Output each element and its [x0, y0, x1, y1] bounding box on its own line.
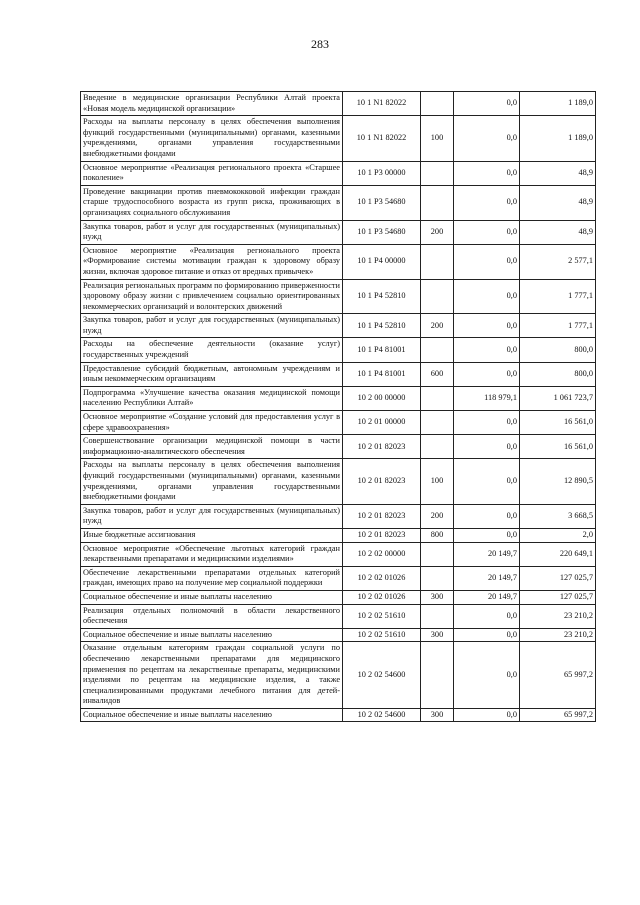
expense-type-cell: 200	[421, 314, 454, 338]
expense-type-cell: 600	[421, 362, 454, 386]
target-code-cell: 10 2 01 82023	[343, 435, 421, 459]
table-row	[81, 116, 596, 161]
amount-2-cell: 1 189,0	[520, 116, 596, 161]
expense-type-cell: 300	[421, 590, 454, 604]
amount-2-cell: 1 777,1	[520, 279, 596, 314]
amount-1-cell: 0,0	[454, 642, 520, 709]
expense-name-cell: Оказание отдельным категориям граждан социальной услуги по обеспечению лекарственными препаратами для медицинского применения по рецептам на лекарственные препараты, медицинскими изделиями по рецептам на медицинские изделия, а также специализированными продуктами лечебного питания для детей-инвалидов	[81, 642, 343, 709]
amount-1-cell: 20 149,7	[454, 566, 520, 590]
table-row	[81, 542, 596, 566]
amount-1-cell: 0,0	[454, 459, 520, 504]
target-code-cell: 10 2 02 51610	[343, 628, 421, 642]
target-code-cell: 10 2 02 54600	[343, 708, 421, 722]
table-row	[81, 314, 596, 338]
amount-1-cell: 0,0	[454, 411, 520, 435]
amount-2-cell: 16 561,0	[520, 435, 596, 459]
table-row	[81, 590, 596, 604]
target-code-cell: 10 2 02 01026	[343, 566, 421, 590]
expense-name-cell: Введение в медицинские организации Республики Алтай проекта «Новая модель медицинской организации»	[81, 92, 343, 116]
amount-2-cell: 48,9	[520, 220, 596, 244]
expense-type-cell	[421, 386, 454, 410]
amount-1-cell: 0,0	[454, 338, 520, 362]
amount-1-cell: 20 149,7	[454, 542, 520, 566]
target-code-cell: 10 2 02 54600	[343, 642, 421, 709]
expense-name-cell: Социальное обеспечение и иные выплаты населению	[81, 590, 343, 604]
amount-2-cell: 3 668,5	[520, 504, 596, 528]
amount-2-cell: 23 210,2	[520, 628, 596, 642]
amount-1-cell: 0,0	[454, 161, 520, 185]
target-code-cell: 10 1 P4 00000	[343, 244, 421, 279]
expense-type-cell	[421, 604, 454, 628]
amount-1-cell: 0,0	[454, 116, 520, 161]
amount-1-cell: 0,0	[454, 92, 520, 116]
target-code-cell: 10 2 01 82023	[343, 459, 421, 504]
table-row	[81, 338, 596, 362]
expense-type-cell	[421, 411, 454, 435]
table-row	[81, 566, 596, 590]
expense-name-cell: Основное мероприятие «Реализация регионального проекта «Старшее поколение»	[81, 161, 343, 185]
amount-2-cell: 48,9	[520, 161, 596, 185]
expense-type-cell	[421, 92, 454, 116]
page-number: 283	[311, 37, 329, 51]
target-code-cell: 10 1 P3 54680	[343, 185, 421, 220]
table-row	[81, 279, 596, 314]
amount-2-cell: 127 025,7	[520, 566, 596, 590]
expense-type-cell: 200	[421, 220, 454, 244]
amount-1-cell: 0,0	[454, 185, 520, 220]
expense-type-cell: 100	[421, 116, 454, 161]
target-code-cell: 10 1 P4 81001	[343, 338, 421, 362]
expense-name-cell: Закупка товаров, работ и услуг для государственных (муниципальных) нужд	[81, 504, 343, 528]
expense-type-cell	[421, 542, 454, 566]
expense-type-cell: 100	[421, 459, 454, 504]
expense-name-cell: Основное мероприятие «Обеспечение льготных категорий граждан лекарственными препаратами и медицинскими изделиями»	[81, 542, 343, 566]
budget-table-body	[81, 92, 596, 722]
amount-2-cell: 800,0	[520, 362, 596, 386]
table-row	[81, 435, 596, 459]
expense-name-cell: Реализация региональных программ по формированию приверженности здоровому образу жизни с привлечением социально ориентированных некоммерческих организаций и волонтерских движений	[81, 279, 343, 314]
expense-name-cell: Предоставление субсидий бюджетным, автономным учреждениям и иным некоммерческим организациям	[81, 362, 343, 386]
amount-1-cell: 0,0	[454, 314, 520, 338]
expense-name-cell: Основное мероприятие «Создание условий для предоставления услуг в сфере здравоохранения»	[81, 411, 343, 435]
amount-1-cell: 0,0	[454, 528, 520, 542]
expense-name-cell: Основное мероприятие «Реализация регионального проекта «Формирование системы мотивации граждан к здоровому образу жизни, включая здоровое питание и отказ от вредных привычек»	[81, 244, 343, 279]
table-row	[81, 642, 596, 709]
target-code-cell: 10 2 00 00000	[343, 386, 421, 410]
expense-type-cell	[421, 642, 454, 709]
amount-2-cell: 16 561,0	[520, 411, 596, 435]
amount-1-cell: 0,0	[454, 244, 520, 279]
amount-1-cell: 0,0	[454, 362, 520, 386]
amount-1-cell: 0,0	[454, 435, 520, 459]
amount-1-cell: 0,0	[454, 628, 520, 642]
target-code-cell: 10 2 01 82023	[343, 504, 421, 528]
table-row	[81, 504, 596, 528]
amount-2-cell: 2,0	[520, 528, 596, 542]
target-code-cell: 10 2 01 00000	[343, 411, 421, 435]
expense-name-cell: Закупка товаров, работ и услуг для государственных (муниципальных) нужд	[81, 314, 343, 338]
expense-name-cell: Совершенствование организации медицинской помощи в части информационно-аналитического обеспечения	[81, 435, 343, 459]
amount-1-cell: 20 149,7	[454, 590, 520, 604]
table-row	[81, 628, 596, 642]
target-code-cell: 10 2 02 51610	[343, 604, 421, 628]
target-code-cell: 10 1 P4 52810	[343, 314, 421, 338]
target-code-cell: 10 1 P4 81001	[343, 362, 421, 386]
expense-type-cell: 200	[421, 504, 454, 528]
amount-1-cell: 0,0	[454, 279, 520, 314]
expense-name-cell: Социальное обеспечение и иные выплаты населению	[81, 708, 343, 722]
table-row	[81, 411, 596, 435]
amount-2-cell: 65 997,2	[520, 708, 596, 722]
expense-name-cell: Расходы на выплаты персоналу в целях обеспечения выполнения функций государственными (муниципальными) органами, казенными учреждениями, органами управления государственными внебюджетными фондами	[81, 116, 343, 161]
table-row	[81, 604, 596, 628]
table-row	[81, 459, 596, 504]
expense-name-cell: Закупка товаров, работ и услуг для государственных (муниципальных) нужд	[81, 220, 343, 244]
expense-type-cell	[421, 185, 454, 220]
expense-name-cell: Расходы на выплаты персоналу в целях обеспечения выполнения функций государственными (муниципальными) органами, казенными учреждениями, органами управления государственными внебюджетными фондами	[81, 459, 343, 504]
amount-2-cell: 1 189,0	[520, 92, 596, 116]
amount-2-cell: 23 210,2	[520, 604, 596, 628]
amount-2-cell: 127 025,7	[520, 590, 596, 604]
expense-name-cell: Расходы на обеспечение деятельности (оказание услуг) государственных учреждений	[81, 338, 343, 362]
target-code-cell: 10 2 02 01026	[343, 590, 421, 604]
amount-2-cell: 1 777,1	[520, 314, 596, 338]
expense-type-cell	[421, 435, 454, 459]
expense-type-cell	[421, 338, 454, 362]
expense-name-cell: Проведение вакцинации против пневмококковой инфекции граждан старше трудоспособного возраста из групп риска, проживающих в организациях социального обслуживания	[81, 185, 343, 220]
table-row	[81, 244, 596, 279]
table-row	[81, 528, 596, 542]
expense-type-cell	[421, 279, 454, 314]
table-row	[81, 362, 596, 386]
table-row	[81, 92, 596, 116]
budget-table	[80, 91, 596, 722]
amount-2-cell: 12 890,5	[520, 459, 596, 504]
target-code-cell: 10 1 N1 82022	[343, 116, 421, 161]
table-row	[81, 386, 596, 410]
table-row	[81, 185, 596, 220]
amount-1-cell: 0,0	[454, 504, 520, 528]
amount-2-cell: 220 649,1	[520, 542, 596, 566]
amount-2-cell: 1 061 723,7	[520, 386, 596, 410]
table-row	[81, 708, 596, 722]
table-row	[81, 161, 596, 185]
expense-type-cell: 300	[421, 628, 454, 642]
amount-2-cell: 800,0	[520, 338, 596, 362]
expense-name-cell: Социальное обеспечение и иные выплаты населению	[81, 628, 343, 642]
expense-name-cell: Подпрограмма «Улучшение качества оказания медицинской помощи населению Республики Алтай»	[81, 386, 343, 410]
amount-1-cell: 0,0	[454, 220, 520, 244]
target-code-cell: 10 1 P3 00000	[343, 161, 421, 185]
expense-name-cell: Реализация отдельных полномочий в области лекарственного обеспечения	[81, 604, 343, 628]
expense-name-cell: Обеспечение лекарственными препаратами отдельных категорий граждан, имеющих право на получение мер социальной поддержки	[81, 566, 343, 590]
target-code-cell: 10 1 P3 54680	[343, 220, 421, 244]
amount-2-cell: 65 997,2	[520, 642, 596, 709]
amount-1-cell: 0,0	[454, 604, 520, 628]
amount-1-cell: 0,0	[454, 708, 520, 722]
amount-1-cell: 118 979,1	[454, 386, 520, 410]
expense-type-cell	[421, 161, 454, 185]
expense-type-cell	[421, 244, 454, 279]
target-code-cell: 10 2 02 00000	[343, 542, 421, 566]
amount-2-cell: 2 577,1	[520, 244, 596, 279]
expense-type-cell: 300	[421, 708, 454, 722]
expense-type-cell: 800	[421, 528, 454, 542]
target-code-cell: 10 1 P4 52810	[343, 279, 421, 314]
expense-name-cell: Иные бюджетные ассигнования	[81, 528, 343, 542]
target-code-cell: 10 2 01 82023	[343, 528, 421, 542]
table-row	[81, 220, 596, 244]
amount-2-cell: 48,9	[520, 185, 596, 220]
expense-type-cell	[421, 566, 454, 590]
target-code-cell: 10 1 N1 82022	[343, 92, 421, 116]
